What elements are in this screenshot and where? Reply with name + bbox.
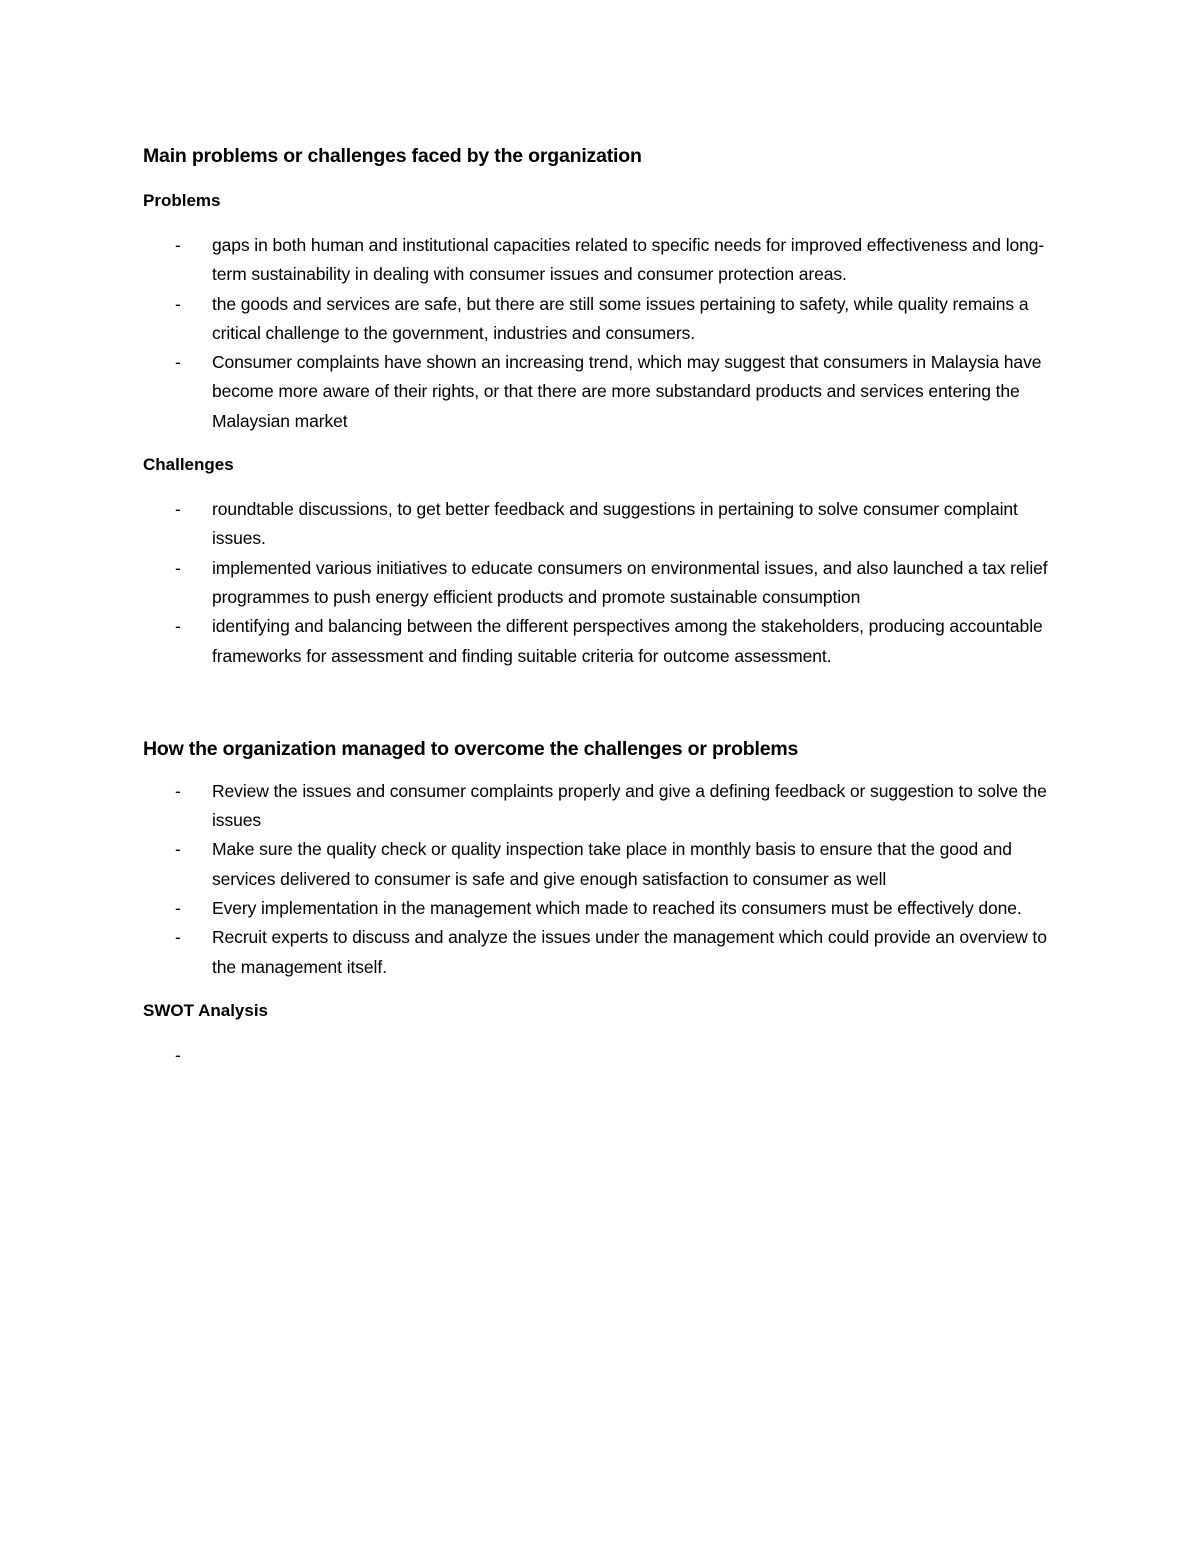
list-item-text: Recruit experts to discuss and analyze the issues under the management which could provide an overview to the management itself. <box>212 927 1047 977</box>
swot-list <box>143 1041 1073 1070</box>
list-item <box>143 923 1073 982</box>
list-item <box>143 554 1073 613</box>
overcome-list <box>143 777 1073 982</box>
challenges-list <box>143 495 1073 671</box>
dash-bullet: - <box>175 898 181 919</box>
list-item-text: Make sure the quality check or quality inspection take place in monthly basis to ensure that the good and services delivered to consumer is safe and give enough satisfaction to consumer as well <box>212 839 1012 889</box>
list-item <box>143 835 1073 894</box>
dash-bullet: - <box>175 927 181 948</box>
list-item <box>143 290 1073 349</box>
list-item <box>143 495 1073 554</box>
list-item <box>143 777 1073 836</box>
dash-bullet: - <box>175 1044 181 1065</box>
challenges-heading: Challenges <box>143 455 234 475</box>
problems-list <box>143 231 1073 436</box>
swot-heading: SWOT Analysis <box>143 1000 269 1020</box>
list-item <box>143 894 1073 923</box>
list-item <box>143 612 1073 671</box>
list-item-text: gaps in both human and institutional capacities related to specific needs for improved effectiveness and long-term sustainability in dealing with consumer issues and consumer protection areas. <box>212 235 1045 285</box>
list-item-text: implemented various initiatives to educate consumers on environmental issues, and also launched a tax relief programmes to push energy efficient products and promote sustainable consumption <box>212 557 1048 607</box>
list-item <box>143 231 1073 290</box>
main-problems-heading: Main problems or challenges faced by the organization <box>143 145 642 167</box>
dash-bullet: - <box>175 839 181 860</box>
problems-heading: Problems <box>143 191 221 210</box>
list-item <box>143 348 1073 436</box>
list-item-text: identifying and balancing between the different perspectives among the stakeholders, producing accountable frameworks for assessment and finding suitable criteria for outcome assessment. <box>212 616 1043 666</box>
dash-bullet: - <box>175 499 181 520</box>
dash-bullet: - <box>175 235 181 255</box>
document-content <box>143 140 1073 1070</box>
overcome-challenges-heading: How the organization managed to overcome the challenges or problems <box>143 737 799 760</box>
dash-bullet: - <box>175 616 181 637</box>
list-item-text: the goods and services are safe, but there are still some issues pertaining to safety, while quality remains a critical challenge to the government, industries and consumers. <box>212 293 1029 343</box>
list-item-text: roundtable discussions, to get better feedback and suggestions in pertaining to solve consumer complaint issues. <box>212 499 1018 549</box>
dash-bullet: - <box>175 780 181 801</box>
dash-bullet: - <box>175 352 181 373</box>
dash-bullet: - <box>175 293 181 314</box>
list-item <box>143 1041 1073 1070</box>
list-item-text: Every implementation in the management which made to reached its consumers must be effectively done. <box>212 898 1022 919</box>
list-item-text: Review the issues and consumer complaints properly and give a defining feedback or suggestion to solve the issues <box>212 780 1047 831</box>
dash-bullet: - <box>175 557 181 578</box>
list-item-text: Consumer complaints have shown an increasing trend, which may suggest that consumers in Malaysia have become more aware of their rights, or that there are more substandard products and services entering the Malaysian market <box>212 352 1042 431</box>
